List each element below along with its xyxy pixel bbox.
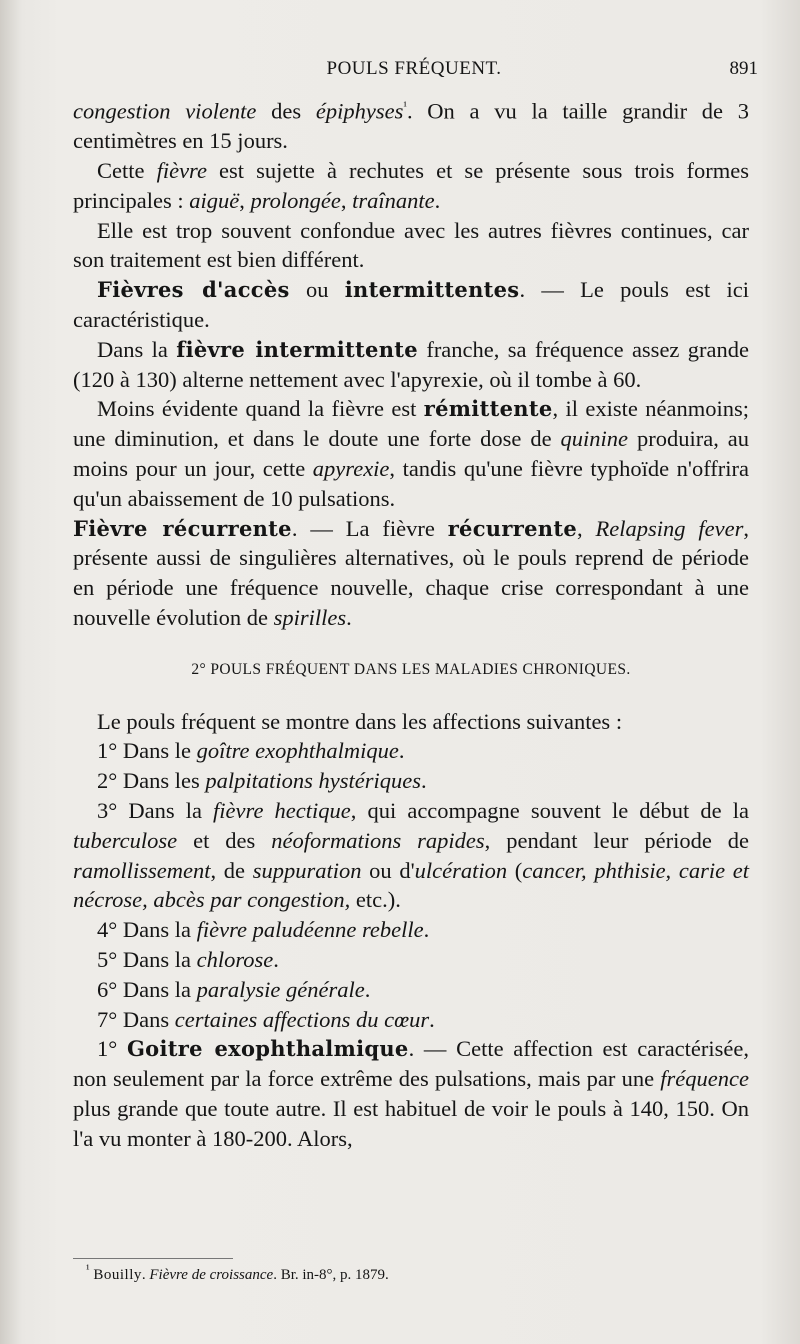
paragraph-recurrent: Fièvre récurrente. — La fièvre récurrente, Relapsing fever, présente aussi de singulières alternatives, où le pouls reprend de période en période une fréquence nouvelle, chaque crise correspondant à une nouvelle évolution de spirilles. xyxy=(73,515,749,631)
list-item: 2° Dans les palpitations hystériques. xyxy=(97,768,427,794)
footnote-ref: ¹ xyxy=(403,99,407,113)
page-number: 891 xyxy=(729,58,758,79)
footnote: $^{^1}$ Bouilly. Fièvre de croissance. Br. in-8°, p. 1879. xyxy=(86,1262,389,1283)
paragraph-intermittent-heading: Fièvres d'accès ou intermittentes. — Le pouls est ici caractéristique. xyxy=(73,277,749,333)
list-item: 6° Dans la paralysie générale. xyxy=(97,976,371,1002)
paragraph-continuation: congestion violente des épiphyses$^{^1}$. On a vu la taille grandir de 3 centimètres en 15 jours. xyxy=(73,98,749,154)
paragraph-forms: Cette fièvre est sujette à rechutes et se présente sous trois formes principales : aiguë, prolongée, traînante. xyxy=(73,158,749,213)
paragraph-goitre: 1° Goitre exophthalmique. — Cette affection est caractérisée, non seulement par la force extrême des pulsations, mais par une fréquence plus grande que toute autre. Il est habituel de voir le pouls à 140, 150. On l'a vu monter à 180-200. Alors, xyxy=(73,1036,750,1151)
list-item: 4° Dans la fièvre paludéenne rebelle. xyxy=(97,917,430,943)
paragraph-remittent: Moins évidente quand la fièvre est rémittente, il existe néanmoins; une diminution, et dans le doute une forte dose de quinine produira, au moins pour un jour, cette apyrexie, tandis qu'une fièvre typhoïde n'offrira qu'un abaissement de 10 pulsations. xyxy=(73,396,750,511)
list-item: 5° Dans la chlorose. xyxy=(97,947,279,973)
list-item: 3° Dans la fièvre hectique, qui accompagne souvent le début de la tuberculose et des néoformations rapides, pendant leur période de ramollissement, de suppuration ou d'ulcération (cancer, phthisie, carie et nécrose, abcès par congestion, etc.). xyxy=(73,798,749,913)
list-item: 1° Dans le goître exophthalmique. xyxy=(97,738,405,764)
page-body xyxy=(73,92,749,1154)
running-title: POULS FRÉQUENT. xyxy=(326,58,502,79)
paragraph-list-intro: Le pouls fréquent se montre dans les affections suivantes : xyxy=(97,708,623,734)
paragraph-confusion: Elle est trop souvent confondue avec les autres fièvres continues, car son traitement est bien différent. xyxy=(73,217,749,273)
list-item: 7° Dans certaines affections du cœur. xyxy=(97,1006,435,1032)
page-header xyxy=(70,58,758,88)
paragraph-intermittent: Dans la fièvre intermittente franche, sa fréquence assez grande (120 à 130) alterne nettement avec l'apyrexie, où il tombe à 60. xyxy=(73,336,750,392)
footnote-divider xyxy=(73,1258,233,1259)
section-heading: 2° POULS FRÉQUENT DANS LES MALADIES CHRONIQUES. xyxy=(191,660,631,678)
